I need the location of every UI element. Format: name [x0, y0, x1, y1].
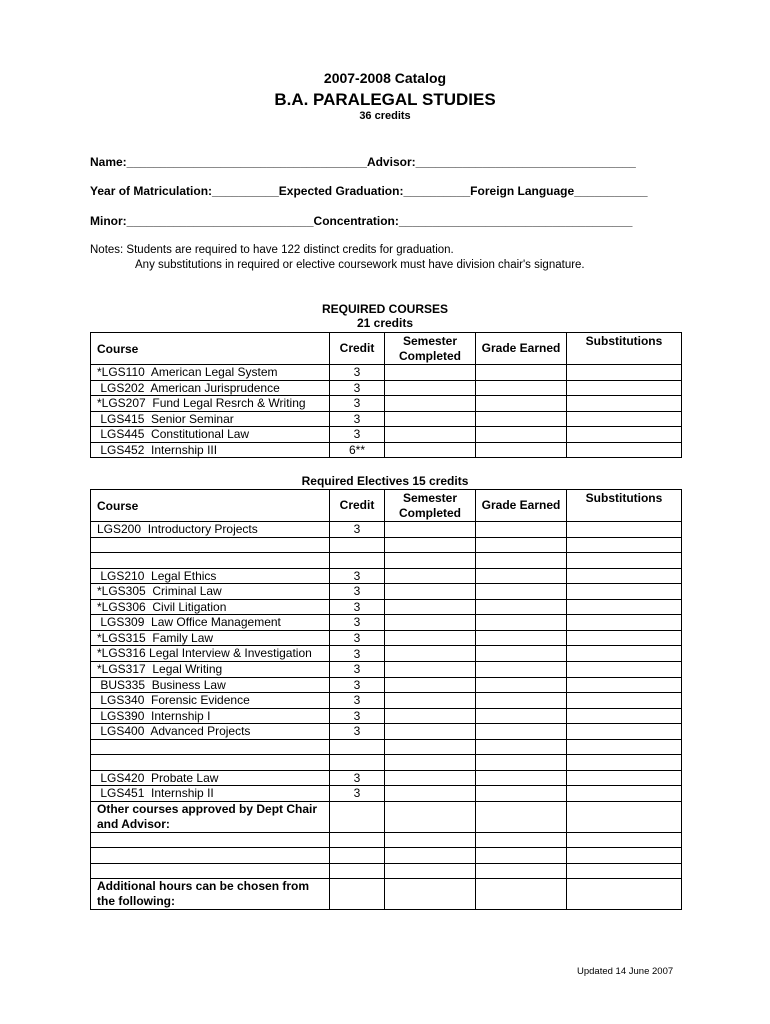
- substitution-cell[interactable]: [567, 599, 682, 615]
- semester-cell[interactable]: [385, 615, 476, 631]
- grade-cell[interactable]: [476, 537, 567, 553]
- table-row: [91, 770, 682, 786]
- substitution-cell[interactable]: [567, 832, 682, 848]
- substitution-cell[interactable]: [567, 863, 682, 879]
- table-row: [91, 832, 682, 848]
- semester-cell[interactable]: [385, 662, 476, 678]
- semester-cell[interactable]: [385, 848, 476, 864]
- semester-cell[interactable]: [385, 646, 476, 662]
- credit-cell: 3: [330, 380, 385, 396]
- table-row: [91, 786, 682, 802]
- grade-cell[interactable]: [476, 848, 567, 864]
- substitution-cell[interactable]: [567, 442, 682, 458]
- page-title: B.A. PARALEGAL STUDIES: [274, 90, 496, 109]
- course-cell: LGS415 Senior Seminar: [91, 411, 330, 427]
- column-semester: Semester Completed: [385, 333, 476, 365]
- course-cell: Additional hours can be chosen from the following:: [91, 879, 330, 910]
- course-cell: *LGS207 Fund Legal Resrch & Writing: [91, 396, 330, 412]
- table-row: [91, 396, 682, 412]
- course-cell: [91, 537, 330, 553]
- credit-cell: [330, 801, 385, 832]
- course-cell: LGS309 Law Office Management: [91, 615, 330, 631]
- grade-cell[interactable]: [476, 739, 567, 755]
- matriculation-graduation-language-line[interactable]: Year of Matriculation:__________Expected Graduation:__________Foreign Language___________: [90, 184, 648, 198]
- credit-cell: 3: [330, 724, 385, 740]
- credit-cell: [330, 739, 385, 755]
- semester-cell[interactable]: [385, 832, 476, 848]
- course-cell: LGS390 Internship I: [91, 708, 330, 724]
- table-row: [91, 693, 682, 709]
- semester-cell[interactable]: [385, 427, 476, 443]
- table-row: [91, 599, 682, 615]
- credit-cell: 3: [330, 427, 385, 443]
- substitution-cell[interactable]: [567, 522, 682, 538]
- grade-cell[interactable]: [476, 770, 567, 786]
- semester-cell[interactable]: [385, 739, 476, 755]
- credit-cell: 3: [330, 708, 385, 724]
- credit-cell: 3: [330, 599, 385, 615]
- credit-cell: 3: [330, 522, 385, 538]
- grade-cell[interactable]: [476, 646, 567, 662]
- table-row: [91, 724, 682, 740]
- semester-cell[interactable]: [385, 522, 476, 538]
- credit-cell: [330, 832, 385, 848]
- column-credit: Credit: [330, 490, 385, 522]
- grade-cell[interactable]: [476, 615, 567, 631]
- table-row: [91, 755, 682, 771]
- table-row: [91, 553, 682, 569]
- table-row: [91, 584, 682, 600]
- grade-cell[interactable]: [476, 568, 567, 584]
- course-cell: LGS400 Advanced Projects: [91, 724, 330, 740]
- column-course: Course: [91, 333, 330, 365]
- grade-cell[interactable]: [476, 801, 567, 832]
- substitution-cell[interactable]: [567, 786, 682, 802]
- column-credit: Credit: [330, 333, 385, 365]
- table-row: [91, 848, 682, 864]
- required-courses-table: [90, 332, 682, 458]
- electives-heading: Required Electives 15 credits: [301, 474, 469, 488]
- semester-cell[interactable]: [385, 786, 476, 802]
- course-cell: [91, 739, 330, 755]
- semester-cell[interactable]: [385, 537, 476, 553]
- grade-cell[interactable]: [476, 365, 567, 381]
- table-row: [91, 568, 682, 584]
- grade-cell[interactable]: [476, 553, 567, 569]
- credit-cell: 3: [330, 786, 385, 802]
- table-row: [91, 879, 682, 910]
- substitution-cell[interactable]: [567, 770, 682, 786]
- updated-date: Updated 14 June 2007: [577, 966, 674, 977]
- name-advisor-line[interactable]: Name:____________________________________Advisor:_________________________________: [90, 155, 636, 169]
- credit-cell: 3: [330, 584, 385, 600]
- substitution-cell[interactable]: [567, 848, 682, 864]
- column-substitutions: Substitutions: [567, 333, 682, 365]
- course-cell: *LGS317 Legal Writing: [91, 662, 330, 678]
- required-courses-credits: 21 credits: [356, 316, 414, 330]
- credit-cell: [330, 879, 385, 910]
- table-row: [91, 537, 682, 553]
- credit-cell: 3: [330, 646, 385, 662]
- grade-cell[interactable]: [476, 522, 567, 538]
- course-cell: [91, 755, 330, 771]
- substitution-cell[interactable]: [567, 630, 682, 646]
- grade-cell[interactable]: [476, 879, 567, 910]
- semester-cell[interactable]: [385, 630, 476, 646]
- course-cell: *LGS316 Legal Interview & Investigation: [91, 646, 330, 662]
- grade-cell[interactable]: [476, 630, 567, 646]
- required-courses-heading: [90, 302, 680, 330]
- table-header-row: [91, 333, 682, 365]
- credit-cell: 3: [330, 615, 385, 631]
- grade-cell[interactable]: [476, 427, 567, 443]
- grade-cell[interactable]: [476, 380, 567, 396]
- table-row: [91, 739, 682, 755]
- course-cell: LGS200 Introductory Projects: [91, 522, 330, 538]
- course-cell: LGS452 Internship III: [91, 442, 330, 458]
- grade-cell[interactable]: [476, 708, 567, 724]
- credit-cell: 3: [330, 662, 385, 678]
- required-courses-title: REQUIRED COURSES: [321, 302, 449, 316]
- substitution-cell[interactable]: [567, 427, 682, 443]
- table-row: [91, 646, 682, 662]
- minor-concentration-line[interactable]: Minor:____________________________Concentration:___________________________________: [90, 214, 633, 228]
- course-cell: LGS202 American Jurisprudence: [91, 380, 330, 396]
- table-row: [91, 442, 682, 458]
- notes-line-2: Any substitutions in required or elective coursework must have division chair's signature.: [135, 259, 585, 271]
- table-row: [91, 662, 682, 678]
- course-cell: BUS335 Business Law: [91, 677, 330, 693]
- substitution-cell[interactable]: [567, 615, 682, 631]
- course-cell: LGS210 Legal Ethics: [91, 568, 330, 584]
- course-cell: *LGS306 Civil Litigation: [91, 599, 330, 615]
- table-row: [91, 411, 682, 427]
- semester-cell[interactable]: [385, 568, 476, 584]
- grade-cell[interactable]: [476, 442, 567, 458]
- table-row: [91, 522, 682, 538]
- table-row: [91, 380, 682, 396]
- table-row: [91, 427, 682, 443]
- course-cell: LGS451 Internship II: [91, 786, 330, 802]
- credit-cell: [330, 863, 385, 879]
- table-row: [91, 677, 682, 693]
- course-cell: Other courses approved by Dept Chair and Advisor:: [91, 801, 330, 832]
- column-substitutions: Substitutions: [567, 490, 682, 522]
- credit-cell: 3: [330, 396, 385, 412]
- substitution-cell[interactable]: [567, 568, 682, 584]
- grade-cell[interactable]: [476, 411, 567, 427]
- course-cell: *LGS110 American Legal System: [91, 365, 330, 381]
- substitution-cell[interactable]: [567, 755, 682, 771]
- course-cell: *LGS305 Criminal Law: [91, 584, 330, 600]
- credit-cell: 3: [330, 568, 385, 584]
- table-header-row: [91, 490, 682, 522]
- grade-cell[interactable]: [476, 863, 567, 879]
- substitution-cell[interactable]: [567, 553, 682, 569]
- semester-cell[interactable]: [385, 693, 476, 709]
- semester-cell[interactable]: [385, 553, 476, 569]
- credit-cell: [330, 537, 385, 553]
- course-cell: LGS340 Forensic Evidence: [91, 693, 330, 709]
- credit-cell: [330, 848, 385, 864]
- grade-cell[interactable]: [476, 396, 567, 412]
- substitution-cell[interactable]: [567, 801, 682, 832]
- grade-cell[interactable]: [476, 584, 567, 600]
- table-row: [91, 630, 682, 646]
- semester-cell[interactable]: [385, 879, 476, 910]
- substitution-cell[interactable]: [567, 677, 682, 693]
- course-cell: [91, 863, 330, 879]
- semester-cell[interactable]: [385, 411, 476, 427]
- course-cell: [91, 832, 330, 848]
- column-semester: Semester Completed: [385, 490, 476, 522]
- table-row: [91, 365, 682, 381]
- substitution-cell[interactable]: [567, 879, 682, 910]
- table-row: [91, 708, 682, 724]
- substitution-cell[interactable]: [567, 708, 682, 724]
- semester-cell[interactable]: [385, 442, 476, 458]
- substitution-cell[interactable]: [567, 365, 682, 381]
- credit-cell: 3: [330, 630, 385, 646]
- course-cell: [91, 848, 330, 864]
- grade-cell[interactable]: [476, 599, 567, 615]
- notes: [90, 243, 585, 273]
- credit-cell: 3: [330, 677, 385, 693]
- credit-cell: [330, 553, 385, 569]
- substitution-cell[interactable]: [567, 584, 682, 600]
- substitution-cell[interactable]: [567, 739, 682, 755]
- table-row: [91, 615, 682, 631]
- credit-cell: 3: [330, 693, 385, 709]
- substitution-cell[interactable]: [567, 693, 682, 709]
- semester-cell[interactable]: [385, 863, 476, 879]
- substitution-cell[interactable]: [567, 411, 682, 427]
- semester-cell[interactable]: [385, 755, 476, 771]
- credit-cell: 3: [330, 365, 385, 381]
- course-cell: [91, 553, 330, 569]
- course-cell: *LGS315 Family Law: [91, 630, 330, 646]
- semester-cell[interactable]: [385, 724, 476, 740]
- semester-cell[interactable]: [385, 708, 476, 724]
- grade-cell[interactable]: [476, 693, 567, 709]
- catalog-year: 2007-2008 Catalog: [323, 70, 447, 86]
- semester-cell[interactable]: [385, 584, 476, 600]
- credit-cell: 3: [330, 411, 385, 427]
- semester-cell[interactable]: [385, 396, 476, 412]
- grade-cell[interactable]: [476, 786, 567, 802]
- column-grade: Grade Earned: [476, 490, 567, 522]
- credit-cell: 6**: [330, 442, 385, 458]
- column-course: Course: [91, 490, 330, 522]
- grade-cell[interactable]: [476, 724, 567, 740]
- column-grade: Grade Earned: [476, 333, 567, 365]
- substitution-cell[interactable]: [567, 396, 682, 412]
- notes-line-1: Notes: Students are required to have 122 distinct credits for graduation.: [90, 244, 454, 256]
- grade-cell[interactable]: [476, 677, 567, 693]
- substitution-cell[interactable]: [567, 662, 682, 678]
- substitution-cell[interactable]: [567, 724, 682, 740]
- grade-cell[interactable]: [476, 755, 567, 771]
- grade-cell[interactable]: [476, 832, 567, 848]
- course-cell: LGS420 Probate Law: [91, 770, 330, 786]
- semester-cell[interactable]: [385, 677, 476, 693]
- semester-cell[interactable]: [385, 770, 476, 786]
- course-cell: LGS445 Constitutional Law: [91, 427, 330, 443]
- semester-cell[interactable]: [385, 801, 476, 832]
- electives-table: [90, 489, 682, 910]
- semester-cell[interactable]: [385, 599, 476, 615]
- semester-cell[interactable]: [385, 380, 476, 396]
- grade-cell[interactable]: [476, 662, 567, 678]
- total-credits: 36 credits: [359, 110, 411, 122]
- credit-cell: 3: [330, 770, 385, 786]
- substitution-cell[interactable]: [567, 380, 682, 396]
- semester-cell[interactable]: [385, 365, 476, 381]
- substitution-cell[interactable]: [567, 646, 682, 662]
- credit-cell: [330, 755, 385, 771]
- table-row: [91, 801, 682, 832]
- table-row: [91, 863, 682, 879]
- substitution-cell[interactable]: [567, 537, 682, 553]
